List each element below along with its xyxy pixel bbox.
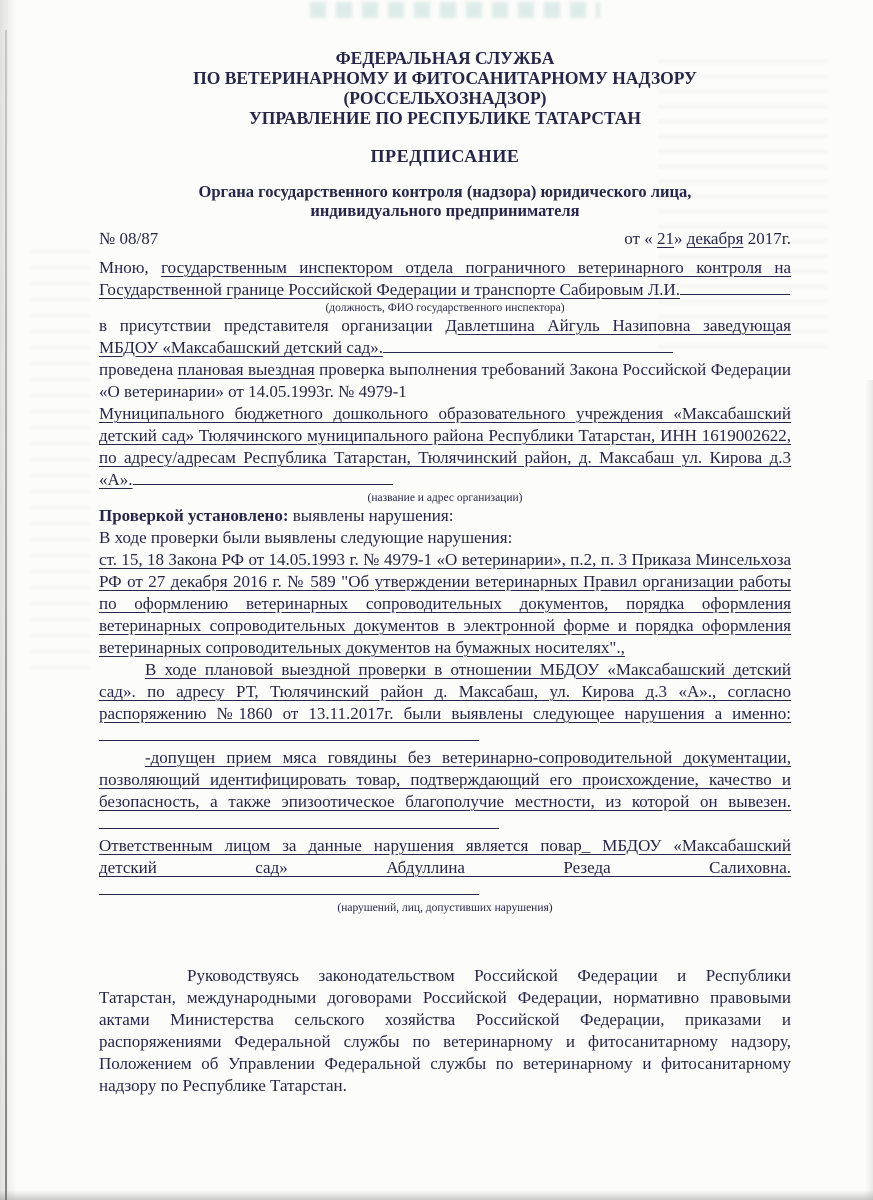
responsible-person-filled-value: Ответственным лицом за данные нарушения является повар_ МБДОУ «Максабашский детский сад» Абдуллина Резеда Салиховна.	[99, 836, 791, 877]
document-content	[99, 48, 791, 1097]
header-agency-line1: ФЕДЕРАЛЬНАЯ СЛУЖБА	[335, 48, 555, 68]
document-meta-row	[99, 229, 791, 249]
violation-filled-value: -допущен прием мяса говядины без ветеринарно-сопроводительной документации, позволяющий идентифицировать товар, подтверждающий его происхождение, качество и безопасность, а также эпизоотическое благополучие местности, из которой он вывезен.	[99, 748, 791, 811]
blank-underline	[680, 282, 790, 295]
scan-bleedthrough-left	[30, 250, 90, 670]
organization-filled-value: Муниципального бюджетного дошкольного образовательного учреждения «Максабашский детский сад» Тюлячинского муниципального района Республики Татарстан, ИНН 1619002622, по адресу/адресам Республика Татарстан, Тюлячинский район, д. Максабаш ул. Кирова д.3 «А».	[99, 404, 791, 489]
date-mid: »	[673, 229, 687, 248]
findings-label: Проверкой установлено:	[99, 506, 289, 525]
scan-edge-shadow-left	[0, 0, 16, 1200]
date-prefix: от «	[624, 229, 657, 248]
scan-bleedthrough-top	[310, 2, 600, 18]
inspector-filled-value: государственным инспектором отдела пограничного ветеринарного контроля на Государственной границе Российской Федерации и транспорте Сабировым Л.И.	[99, 258, 792, 299]
paragraph-organization	[99, 403, 791, 491]
findings-rest: выявлены нарушения:	[292, 506, 454, 525]
paragraph-inspector	[99, 257, 791, 301]
document-title: ПРЕДПИСАНИЕ	[370, 146, 520, 166]
paragraph-inspection-details	[99, 659, 791, 747]
paragraph-findings-heading	[99, 505, 791, 527]
paragraph-legal-basis	[99, 549, 791, 659]
paragraph-representative	[99, 315, 791, 359]
document-number: № 08/87	[99, 229, 159, 248]
document-subtitle	[99, 182, 791, 220]
inspection-type-filled-value: плановая выездная	[177, 360, 315, 379]
paragraph-responsible-person	[99, 835, 791, 901]
date-day: 21	[656, 229, 674, 248]
paragraph-violation	[99, 747, 791, 835]
scan-edge-shadow-bottom	[0, 1190, 873, 1200]
field-caption-violations: (нарушений, лиц, допустивших нарушения)	[337, 902, 553, 914]
date-month: декабря	[686, 229, 744, 248]
inspection-law-reference: проверка выполнения требований Закона Российской Федерации «О ветеринарии» от 14.05.1993г. № 4979-1	[99, 360, 791, 401]
date-year: 2017г.	[743, 229, 791, 248]
representative-lead: в присутствии представителя организации	[99, 316, 433, 335]
scan-edge-shadow-right	[865, 380, 873, 1200]
inspection-lead: проведена	[99, 360, 174, 379]
blank-underline	[99, 882, 479, 895]
document-date	[624, 229, 791, 249]
blank-underline	[133, 472, 393, 485]
inspection-details-filled-value: В ходе плановой выездной проверки в отношении МБДОУ «Максабашский детский сад». по адресу РТ, Тюлячинский район д. Максабаш, ул. Кирова д.3 «А»., согласно распоряжению №1860 от 13.11.2017г. были выявлены следующее нарушения а именно:	[99, 660, 791, 723]
blank-underline	[99, 728, 479, 741]
subtitle-line1: Органа государственного контроля (надзора) юридического лица,	[198, 182, 692, 201]
blank-underline	[99, 816, 499, 829]
representative-filled-value: Давлетшина Айгуль Назиповна заведующая МБДОУ «Максабашский детский сад».	[99, 316, 791, 357]
paragraph-legal-grounds: Руководствуясь законодательством Российской Федерации и Республики Татарстан, международными договорами Российской Федерации, нормативно правовыми актами Министерства сельского хозяйства Российской Федерации, приказами и распоряжениями Федеральной службы по ветеринарному и фитосанитарному надзору, Положением об Управлении Федеральной службы по ветеринарному и фитосанитарному надзору по Республике Татарстан.	[99, 966, 791, 1095]
blank-underline	[383, 340, 673, 353]
field-caption-inspector: (должность, ФИО государственного инспектора)	[325, 302, 565, 314]
subtitle-line2: индивидуального предпринимателя	[310, 201, 580, 220]
paragraph-findings-intro: В ходе проверки были выявлены следующие нарушения:	[99, 528, 513, 547]
header-agency-line3: (РОССЕЛЬХОЗНАДЗОР)	[343, 88, 547, 108]
field-caption-organization: (название и адрес организации)	[367, 492, 523, 504]
inspector-lead: Мною,	[99, 258, 149, 277]
paragraph-inspection-type	[99, 359, 791, 403]
scan-edge-line-left	[5, 30, 7, 1200]
document-header	[99, 48, 791, 128]
header-agency-line2: ПО ВЕТЕРИНАРНОМУ И ФИТОСАНИТАРНОМУ НАДЗОРУ	[193, 68, 697, 88]
legal-basis-filled-value: ст. 15, 18 Закона РФ от 14.05.1993 г. № 4979-1 «О ветеринарии», п.2, п. 3 Приказа Минсельхоза РФ от 27 декабря 2016 г. № 589 "Об утверждении ветеринарных Правил организации работы по оформлению ветеринарных сопроводительных документов, порядка оформления ветеринарных сопроводительных документов в электронной форме и порядка оформления ветеринарных сопроводительных документов на бумажных носителях".,	[99, 550, 791, 657]
header-agency-line4: УПРАВЛЕНИЕ ПО РЕСПУБЛИКЕ ТАТАРСТАН	[248, 108, 642, 128]
